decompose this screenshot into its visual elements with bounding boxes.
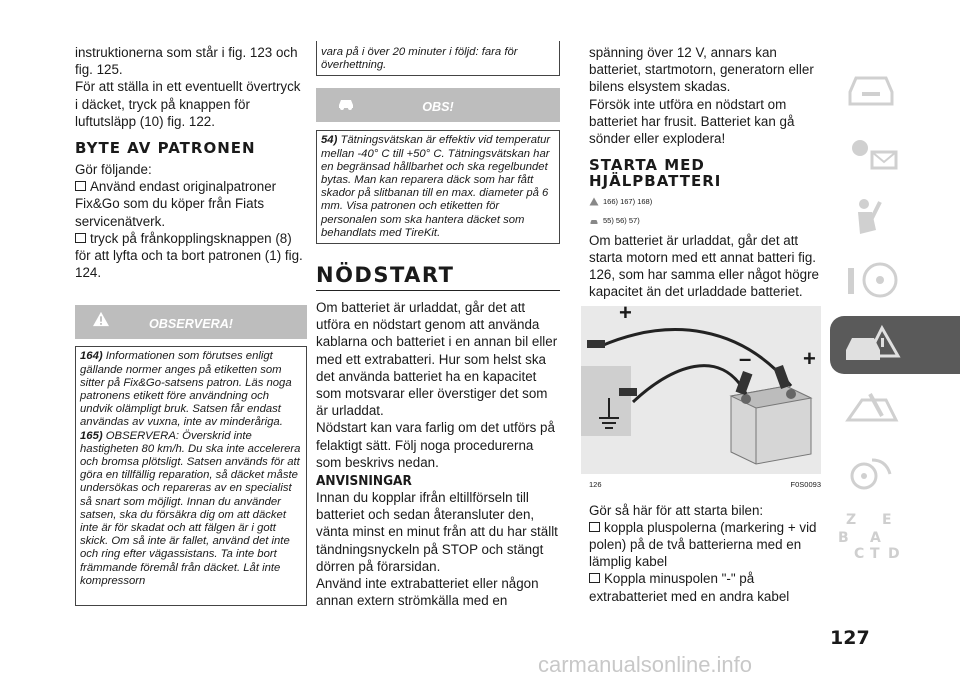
- tab-emergency[interactable]: [830, 316, 960, 374]
- note-text: vara på i över 20 minuter i följd: fara för överhettning.: [321, 46, 518, 72]
- car-obs-icon: [589, 217, 599, 226]
- tab-maintenance[interactable]: [830, 380, 960, 438]
- note-text: OBSERVERA: Överskrid inte hastigheten 80 km/h. Du ska inte accelerera och bromsa plötsligt. Satsen används för att göra en tillfällig reparation, så däcket måste undersökas och repareras av en specialist så snart som möjligt. Innan du använder satsen, ska du försäkra dig om att däcket inte är för skadat och att fälgen är i gott skick. Om så inte är fallet, använd det inte och ring efter vägassistans. Ta inte bort främmande föremål från däcket. Låt inte kompressorn: [80, 429, 301, 587]
- note-number: 54): [321, 134, 338, 147]
- plus-label: +: [803, 346, 816, 372]
- banner-title: OBSERVERA!: [149, 317, 233, 332]
- plus-label: +: [619, 300, 632, 326]
- minus-label: –: [739, 346, 752, 372]
- paragraph: Nödstart kan vara farlig om det utförs på felaktigt sätt. Följ noga procedurerna som beskrivs nedan.: [316, 420, 555, 470]
- warning-banner: [75, 305, 307, 339]
- paragraph: spänning över 12 V, annars kan batteriet, startmotorn, generatorn eller bilens elsystem skadas.: [589, 45, 814, 95]
- battery-diagram-icon: [581, 300, 821, 474]
- subheading: ANVISNINGAR: [316, 473, 412, 490]
- steering-wheel-icon: [842, 258, 902, 304]
- note-text: Tätningsvätskan är effektiv vid temperatur mellan -40° C till +50° C. Tätningsvätskan har en begränsad hållbarhet och ska regelbundet bytas. Man kan reparera däck som har fått skador på slitbanan till en max. diameter på 6 mm. Visa patronen och etiketten för personalen som ska hantera däcket som behandlats med TireKit.: [321, 134, 551, 239]
- multimedia-icon: [842, 450, 902, 496]
- paragraph: Använd inte extrabatteriet eller någon annan extern strömkälla med en: [316, 576, 539, 609]
- chapter-tabs: [830, 60, 960, 572]
- note-number: 165): [80, 429, 103, 442]
- section-heading: STARTA MED HJÄLPBATTERI: [589, 156, 722, 191]
- index-letter: D: [888, 546, 900, 562]
- figure-code: F0S0093: [790, 480, 821, 490]
- safety-icon: [842, 194, 902, 240]
- paragraph: Om batteriet är urladdat, går det att starta motorn med ett annat batteri fig. 126, som har samma eller något högre kapacitet än det urladdade batteriet.: [589, 232, 819, 300]
- obs-refs: 55) 56) 57): [589, 212, 821, 229]
- paragraph: För att ställa in ett eventuellt övertryck i däcket, tryck på knappen för luftutsläpp (10) fig. 122.: [75, 79, 301, 129]
- note-continuation-box: [316, 41, 560, 76]
- bullet-item: Använd endast originalpatroner Fix&Go som du köper från Fiats servicenätverk.: [75, 179, 277, 229]
- paragraph: Försök inte utföra en nödstart om batteriet har frusit. Batteriet kan gå sönder eller explodera!: [589, 96, 795, 147]
- maintenance-icon: [842, 386, 902, 432]
- tab-car-info[interactable]: [830, 60, 960, 118]
- paragraph: Innan du kopplar ifrån eltillförseln till batteriet och sedan återansluter den, vänta minst en minut från att du har ställt tändningsnyckeln på STOP och stängt dörren på förarsidan.: [316, 490, 558, 574]
- paragraph: Gör följande:: [75, 162, 152, 178]
- figure-number: 126: [589, 480, 602, 490]
- tab-warning-lights[interactable]: [830, 124, 960, 182]
- section-heading: BYTE AV PATRONEN: [75, 139, 256, 158]
- checkbox-bullet-icon: [75, 233, 86, 243]
- watermark: carmanualsonline.info: [538, 652, 753, 677]
- index-letter: T: [870, 546, 880, 562]
- note-number: 164): [80, 350, 103, 363]
- warning-refs: 166) 167) 168): [589, 193, 821, 210]
- index-letter: Z: [846, 512, 857, 528]
- index-letter: C: [854, 546, 865, 562]
- tab-index[interactable]: [830, 508, 960, 566]
- bullet-item: tryck på frånkopplingsknappen (8) för att lyfta och ta bort patronen (1) fig. 124.: [75, 230, 303, 281]
- paragraph: instruktionerna som står i fig. 123 och fig. 125.: [75, 45, 298, 78]
- paragraph: Om batteriet är urladdat, går det att utföra en nödstart genom att använda kablarna och batteriet i en annan bil eller med ett extrabatteri. Hur som helst ska det använda batteriet ha en kapacitet som motsvarar eller överstiger det som är urladdat.: [316, 300, 558, 419]
- car-info-icon: [842, 66, 902, 112]
- tab-starting-driving[interactable]: [830, 252, 960, 310]
- emergency-icon: [842, 322, 902, 368]
- column-3: [589, 44, 821, 605]
- jump-start-figure: [581, 300, 821, 474]
- section-heading: NÖDSTART: [316, 264, 560, 291]
- note-box: [316, 130, 560, 244]
- figure-caption: [589, 476, 821, 493]
- warning-lights-icon: [842, 130, 902, 176]
- checkbox-bullet-icon: [589, 573, 600, 583]
- warning-triangle-icon: [589, 197, 599, 206]
- bullet-item: Koppla minuspolen "-" på extrabatteriet med en andra kabel: [589, 571, 790, 604]
- bullet-item: koppla pluspolerna (markering + vid polen) på de två batterierna med en lämplig kabel: [589, 519, 817, 570]
- tab-safety[interactable]: [830, 188, 960, 246]
- column-1: [75, 44, 307, 606]
- note-text: Informationen som förutses enligt gällande normer anges på etiketten som sitter på Fix&Go-satsens patron. Läs noga patronens etikett före användning och undvik olämpligt bruk. Satsen får endast användas av vuxna, inte av minderåriga.: [80, 350, 292, 429]
- index-letter: A: [870, 530, 881, 546]
- note-box: [75, 346, 307, 606]
- page-number: 127: [830, 627, 870, 649]
- paragraph: Gör så här för att starta bilen:: [589, 502, 764, 518]
- index-letter: B: [838, 530, 849, 546]
- tab-multimedia[interactable]: [830, 444, 960, 502]
- column-2: [316, 41, 560, 609]
- banner-title: OBS!: [422, 100, 454, 115]
- checkbox-bullet-icon: [589, 522, 600, 532]
- checkbox-bullet-icon: [75, 181, 86, 191]
- obs-banner: [316, 88, 560, 122]
- index-letter: E: [882, 512, 892, 528]
